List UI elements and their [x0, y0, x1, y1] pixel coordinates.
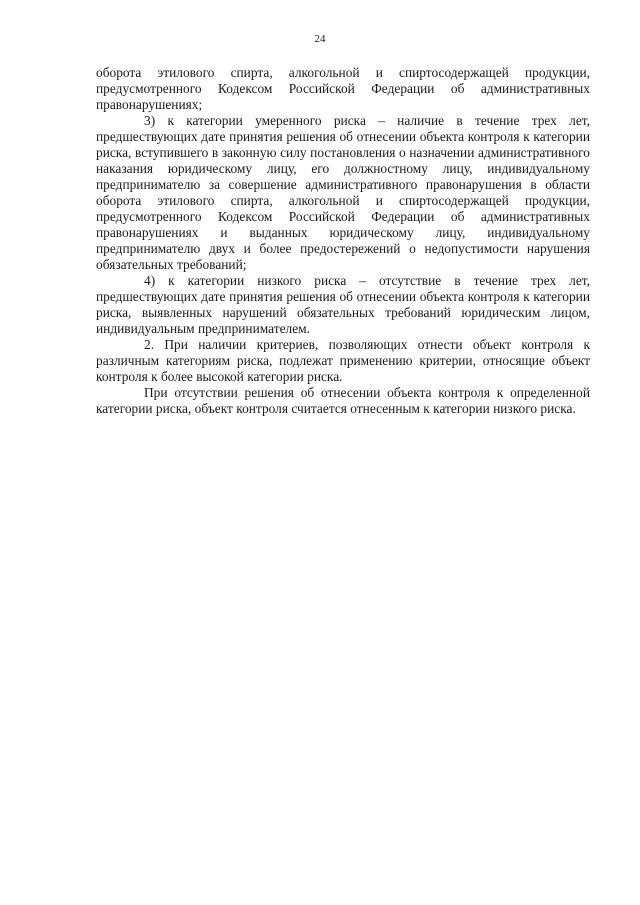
paragraph-continuation: оборота этилового спирта, алкогольной и спиртосодержащей продукции, предусмотренного Кодексом Российской Федерации об административных правонарушениях;	[96, 65, 590, 112]
paragraph-moderate-risk: 3) к категории умеренного риска – наличие в течение трех лет, предшествующих дате принятия решения об отнесении объекта контроля к категории риска, вступившего в законную силу постановления о назначении административного наказания юридическому лицу, его должностному лицу, индивидуальному предпринимателю за совершение административного правонарушения в области оборота этилового спирта, алкогольной и спиртосодержащей продукции, предусмотренного Кодексом Российской Федерации об административных правонарушениях и выданных юридическому лицу, индивидуальному предпринимателю двух и более предостережений о недопустимости нарушения обязательных требований;	[96, 113, 590, 272]
paragraph-low-risk: 4) к категории низкого риска – отсутствие в течение трех лет, предшествующих дате принятия решения об отнесении объекта контроля к категории риска, выявленных нарушений обязательных требований юридическим лицом, индивидуальным предпринимателем.	[96, 273, 590, 336]
page-number: 24	[314, 33, 326, 45]
paragraph-multiple-criteria: 2. При наличии критериев, позволяющих отнести объект контроля к различным категориям риска, подлежат применению критерии, относящие объект контроля к более высокой категории риска.	[96, 337, 590, 384]
document-body	[96, 65, 590, 417]
paragraph-no-decision: При отсутствии решения об отнесении объекта контроля к определенной категории риска, объект контроля считается отнесенным к категории низкого риска.	[96, 385, 590, 416]
